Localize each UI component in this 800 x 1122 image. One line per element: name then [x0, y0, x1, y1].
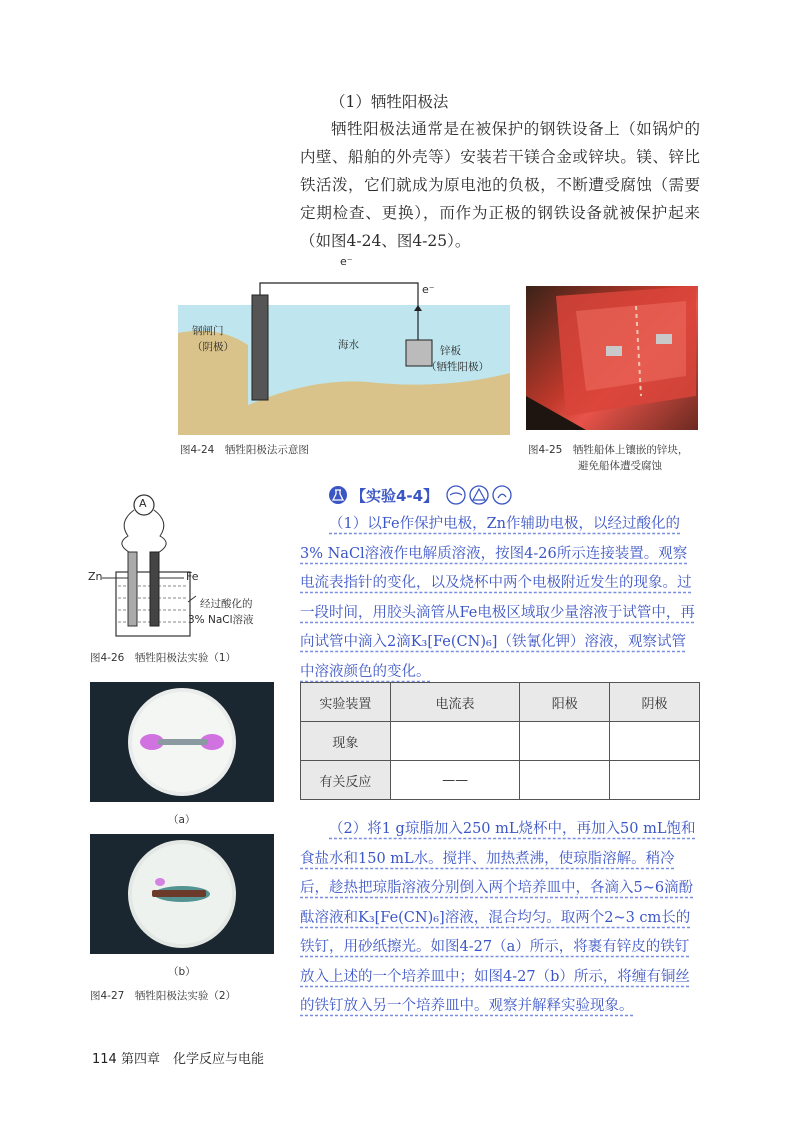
- table-header-row: [301, 683, 700, 722]
- zinc-label: 锌板: [440, 345, 461, 357]
- ammeter-label: A: [139, 497, 147, 510]
- label-fig-4-27a: （a）: [168, 814, 196, 826]
- caption-fig-4-25-line2: 避免船体遭受腐蚀: [578, 460, 662, 472]
- steel-gate: [252, 295, 268, 400]
- table-cell: [610, 722, 700, 761]
- table-cell: [610, 761, 700, 800]
- zn-electrode: [128, 552, 137, 626]
- caption-fig-4-26: 图4-26 牺牲阳极法实验（1）: [90, 652, 237, 664]
- table-row: [301, 722, 700, 761]
- experiment-step-1-text: （1）以Fe作保护电极，Zn作辅助电极，以经过酸化的3% NaCl溶液作电解质溶液，按图4-26所示连接装置。观察电流表指针的变化，以及烧杯中两个电极附近发生的现象。过一段时间，用胶头滴管从Fe电极区域取少量溶液于试管中，再向试管中滴入2滴K₃[Fe(CN)₆]（铁氰化钾）溶液，观察试管中溶液颜色的变化。: [300, 516, 695, 680]
- table-cell: [520, 722, 610, 761]
- table-header: 实验装置: [301, 683, 391, 722]
- table-header: 阳极: [520, 683, 610, 722]
- fe-label: Fe: [186, 570, 199, 583]
- table-header: 电流表: [390, 683, 519, 722]
- water-label: 海水: [338, 339, 359, 351]
- figure-4-26: [88, 492, 288, 642]
- electron-label-side: e⁻: [422, 283, 435, 296]
- solution-label-2: 3% NaCl溶液: [188, 614, 254, 626]
- experiment-title: 【实验4-4】: [351, 486, 439, 505]
- table-cell: [390, 722, 519, 761]
- ship-hull-photo: [526, 286, 698, 430]
- gate-label: 钢闸门: [192, 325, 224, 337]
- table-cell: [520, 761, 610, 800]
- caption-fig-4-27: 图4-27 牺牲阳极法实验（2）: [90, 990, 237, 1002]
- experiment-header: [328, 484, 512, 506]
- label-fig-4-27b: （b）: [168, 966, 196, 978]
- experiment-step-2-text: （2）将1 g琼脂加入250 mL烧杯中，再加入50 mL饱和食盐水和150 mL水。搅拌、加热煮沸，使琼脂溶解。稍冷后，趁热把琼脂溶液分别倒入两个培养皿中，各滴入5~6滴酚酞溶液和K₃[Fe(CN)₆]溶液，混合均匀。取两个2~3 cm长的铁钉，用砂纸擦光。如图4-27（a）所示，将裹有锌皮的铁钉放入上述的一个培养皿中；如图4-27（b）所示，将缠有铜丝的铁钉放入另一个培养皿中。观察并解释实验现象。: [300, 821, 696, 1014]
- section-title: （1）牺牲阳极法: [330, 93, 449, 111]
- table-cell: ——: [390, 761, 519, 800]
- observation-table: [300, 682, 700, 800]
- experiment-step-1: [300, 510, 700, 687]
- experiment-step-2: [300, 815, 700, 1022]
- page-footer: 114 第四章 化学反应与电能: [92, 1052, 264, 1067]
- table-cell: 现象: [301, 722, 391, 761]
- intro-text: 牺牲阳极法通常是在被保护的钢铁设备上（如锅炉的内壁、船舶的外壳等）安装若干镁合金或锌块。镁、锌比铁活泼，它们就成为原电池的负极，不断遭受腐蚀（需要定期检查、更换），而作为正极的钢铁设备就被保护起来（如图4-24、图4-25）。: [300, 120, 700, 250]
- intro-paragraph: [300, 115, 700, 255]
- ship-hull-graphic: [526, 286, 698, 430]
- figure-4-24: [178, 255, 510, 435]
- zinc-label-role: （牺牲阳极）: [426, 361, 489, 373]
- fe-electrode: [150, 552, 159, 626]
- solution-label: 经过酸化的: [200, 598, 253, 610]
- zn-label: Zn: [88, 570, 103, 583]
- petri-dish-photo-b: [90, 834, 274, 954]
- table-row: [301, 761, 700, 800]
- heat-warning-icon: [469, 485, 489, 505]
- petri-dish-photo-a: [90, 682, 274, 802]
- experiment-icon: [328, 485, 348, 505]
- caption-fig-4-25: 图4-25 牺牲船体上镶嵌的锌块，: [528, 444, 689, 456]
- electron-label-top: e⁻: [340, 255, 353, 268]
- table-cell: 有关反应: [301, 761, 391, 800]
- goggles-icon: [446, 485, 466, 505]
- caption-fig-4-24: 图4-24 牺牲阳极法示意图: [180, 444, 309, 456]
- table-header: 阴极: [610, 683, 700, 722]
- gate-label-role: （阴极）: [192, 341, 234, 353]
- hand-wash-icon: [492, 485, 512, 505]
